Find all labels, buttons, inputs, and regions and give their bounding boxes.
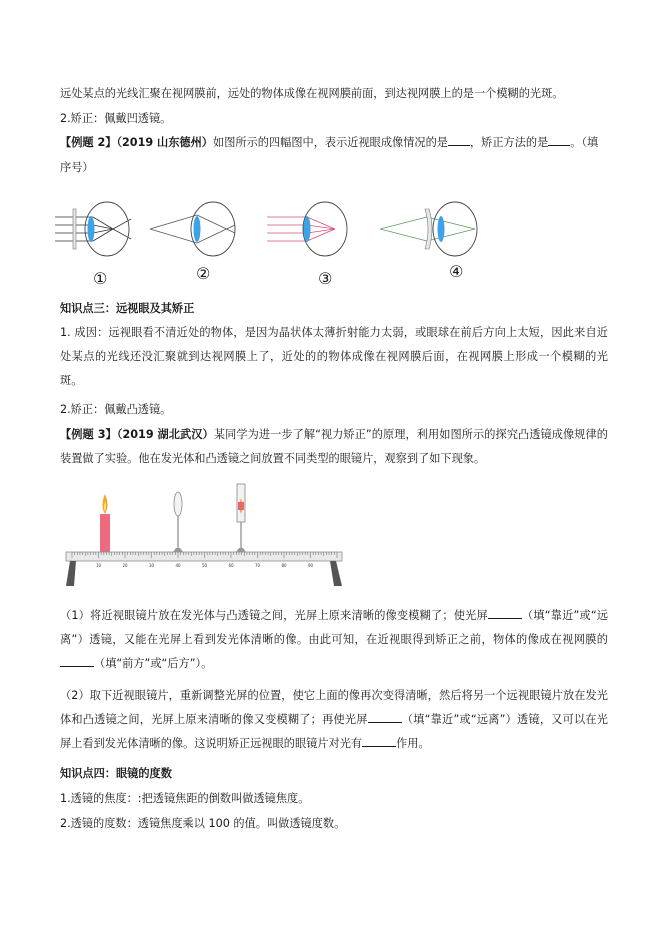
ruler-tick-label: 90 xyxy=(307,563,314,568)
answer-blank[interactable] xyxy=(368,712,402,723)
eye-label-1: ① xyxy=(93,269,108,288)
correction-concave: 2.矫正：佩戴凹透镜。 xyxy=(60,112,172,125)
example3-source: （2019 湖北武汉） xyxy=(116,428,214,441)
example2-source: （2019 山东德州） xyxy=(116,136,213,149)
example2-line1 xyxy=(60,135,598,151)
question1 xyxy=(60,604,608,676)
q2-text-c: 作用。 xyxy=(396,737,430,750)
eye-label-2: ② xyxy=(196,264,211,283)
candle-light-source xyxy=(100,494,110,552)
convex-lens xyxy=(173,492,183,552)
intro-paragraph: 远处某点的光线汇聚在视网膜前，远处的物体成像在视网膜前面，到达视网膜上的是一个模糊的光斑。 xyxy=(60,87,564,100)
eye-figure-2 xyxy=(150,202,235,256)
answer-blank[interactable] xyxy=(362,736,396,747)
question2 xyxy=(60,684,608,756)
example3-text: 某同学为进一步了解“视力矫正”的原理，利用如图所示的探究凸透镜成像规律的装置做了实验。他在发光体和凸透镜之间放置不同类型的眼镜片，观察到了如下现象。 xyxy=(60,428,608,465)
q1-text-c: （填“前方”或“后方”）。 xyxy=(94,657,213,670)
answer-blank[interactable] xyxy=(488,608,522,619)
light-screen xyxy=(236,484,246,552)
section3-title: 知识点三：远视眼及其矫正 xyxy=(60,302,195,315)
lens-convex-icon xyxy=(425,209,432,249)
section4-title: 知识点四：眼镜的度数 xyxy=(60,767,172,780)
eye-figure-3 xyxy=(267,202,347,256)
q2-text-a: （2）取下近视眼镜片，重新调整光屏的位置，使它上面的像再次变得清晰，然后将另一个远视眼镜片放在发光体和凸透镜之间，光屏上原来清晰的像又变模糊了；再使光屏 xyxy=(60,689,608,726)
ruler-tick-label: 80 xyxy=(281,563,287,568)
eye-figure-4 xyxy=(380,202,477,256)
example3-paragraph xyxy=(60,423,608,471)
section4-item2: 2.透镜的度数：透镜焦度乘以 100 的值。叫做透镜度数。 xyxy=(60,817,346,830)
q1-text-b: （填“靠近”或“远离”）透镜，又能在光屏上看到发光体清晰的像。由此可知，在近视眼得到矫正之前，物体的像成在视网膜的 xyxy=(60,609,609,646)
ruler-tick-label: 20 xyxy=(122,563,128,568)
example2-text-a: 如图所示的四幅图中，表示近视眼成像情况的是 xyxy=(213,136,448,149)
ruler-tick-label: 50 xyxy=(201,563,208,568)
example2-text-b: ，矫正方法的是 xyxy=(469,136,549,149)
lens-concave-icon xyxy=(73,209,76,249)
q2-text-b: （填“靠近”或“远离”）透镜，又可以在光屏上看到发光体清晰的像。这说明矫正远视眼的眼镜片对光有 xyxy=(60,713,608,750)
section4-item1: 1.透镜的焦度：:把透镜焦距的倒数叫做透镜焦度。 xyxy=(60,792,310,805)
q1-text-a: （1）将近视眼镜片放在发光体与凸透镜之间，光屏上原来清晰的像变模糊了；使光屏 xyxy=(60,609,488,622)
ruler-tick-label: 60 xyxy=(228,563,234,568)
example3-tag: 【例题 3】 xyxy=(60,428,117,441)
ruler-tick-label: 10 xyxy=(95,563,102,568)
ruler-tick-label: 70 xyxy=(254,563,261,568)
ruler-tick-label: 40 xyxy=(175,563,181,568)
example2-line2: 序号） xyxy=(60,161,94,174)
eye-figure-1 xyxy=(55,202,131,256)
section3-cause: 1. 成因：远视眼看不清近处的物体，是因为晶状体太薄折射能力太弱，或眼球在前后方向上太短，因此来自近处某点的光线还没汇聚就到达视网膜上了，近处的的物体成像在视网膜后面，在视网膜上形成一个模糊的光斑。 xyxy=(60,326,608,387)
example2-text-c: 。（填 xyxy=(570,136,599,149)
answer-blank[interactable] xyxy=(60,656,94,667)
example2-tag: 【例题 2】 xyxy=(60,136,117,149)
ruler-tick-label: 30 xyxy=(148,563,155,568)
answer-blank[interactable] xyxy=(448,135,470,146)
eye-label-3: ③ xyxy=(318,269,333,288)
eye-diagrams xyxy=(55,195,495,290)
section3-fix: 2.矫正：佩戴凸透镜。 xyxy=(60,403,172,416)
answer-blank[interactable] xyxy=(548,135,570,146)
eye-label-4: ④ xyxy=(449,262,464,281)
optical-bench xyxy=(62,478,352,590)
